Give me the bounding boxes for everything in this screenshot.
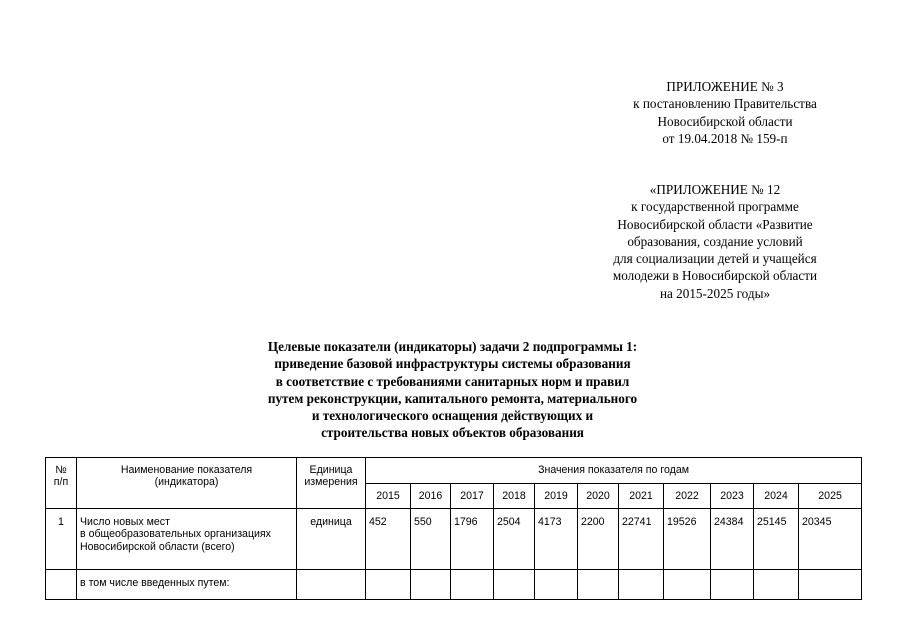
indicator-unit [297,570,366,600]
value-cell [494,570,535,600]
header-year: 2023 [711,484,754,509]
value-cell [578,570,619,600]
title-line: и технологического оснащения действующих и [311,408,594,424]
header-no: № п/п [46,458,77,509]
header-year: 2016 [411,484,451,509]
appendix-3-line: Новосибирской области [657,113,793,129]
value-cell: 19526 [664,509,711,570]
value-cell: 2504 [494,509,535,570]
value-cell [711,570,754,600]
header-year: 2020 [578,484,619,509]
value-cell: 25145 [754,509,799,570]
header-year: 2015 [366,484,411,509]
header-year: 2019 [535,484,578,509]
value-cell [451,570,494,600]
title-line: в соответствие с требованиями санитарных норм и правил [275,373,630,389]
row-number [46,570,77,600]
value-cell: 2200 [578,509,619,570]
header-unit: Единица измерения [297,458,366,509]
value-cell: 24384 [711,509,754,570]
table-row [46,570,862,600]
appendix-12-line: молодежи в Новосибирской области [612,268,818,284]
indicator-name: в том числе введенных путем: [77,570,297,600]
table-row [46,509,862,570]
value-cell: 22741 [619,509,664,570]
indicators-table [45,457,862,600]
appendix-3-line: ПРИЛОЖЕНИЕ № 3 [666,79,784,94]
header-values-by-year: Значения показателя по годам [366,458,862,484]
title-line: путем реконструкции, капитального ремонта, материального [267,390,638,406]
value-cell [619,570,664,600]
row-number: 1 [46,509,77,570]
table-header-row [46,458,862,484]
value-cell: 452 [366,509,411,570]
indicator-name: Число новых мест в общеобразовательных организациях Новосибирской области (всего) [77,509,297,570]
value-cell [535,570,578,600]
appendix-12-line: на 2015-2025 годы» [659,285,771,301]
appendix-12-line: Новосибирской области «Развитие [617,216,813,232]
value-cell [664,570,711,600]
header-year: 2017 [451,484,494,509]
appendix-12-line: «ПРИЛОЖЕНИЕ № 12 [649,182,781,197]
appendix-12-line: образования, создание условий [627,233,803,249]
value-cell [754,570,799,600]
header-year: 2018 [494,484,535,509]
appendix-3-header [605,78,845,147]
value-cell: 1796 [451,509,494,570]
header-year: 2025 [799,484,862,509]
title-line: строительства новых объектов образования [321,425,584,441]
value-cell: 20345 [799,509,862,570]
value-cell: 550 [411,509,451,570]
header-indicator-name: Наименование показателя (индикатора) [77,458,297,509]
indicator-unit: единица [297,509,366,570]
appendix-3-line: от 19.04.2018 № 159-п [662,130,788,146]
header-year: 2021 [619,484,664,509]
value-cell: 4173 [535,509,578,570]
title-line: Целевые показатели (индикаторы) задачи 2 подпрограммы 1: [267,339,638,354]
header-year: 2024 [754,484,799,509]
appendix-3-line: к постановлению Правительства [633,96,817,112]
value-cell [366,570,411,600]
header-year: 2022 [664,484,711,509]
title-line: приведение базовой инфраструктуры системы образования [274,356,631,372]
document-title [180,338,725,442]
appendix-12-line: к государственной программе [631,199,799,215]
value-cell [799,570,862,600]
appendix-12-header [570,181,860,302]
value-cell [411,570,451,600]
appendix-12-line: для социализации детей и учащейся [613,251,817,267]
